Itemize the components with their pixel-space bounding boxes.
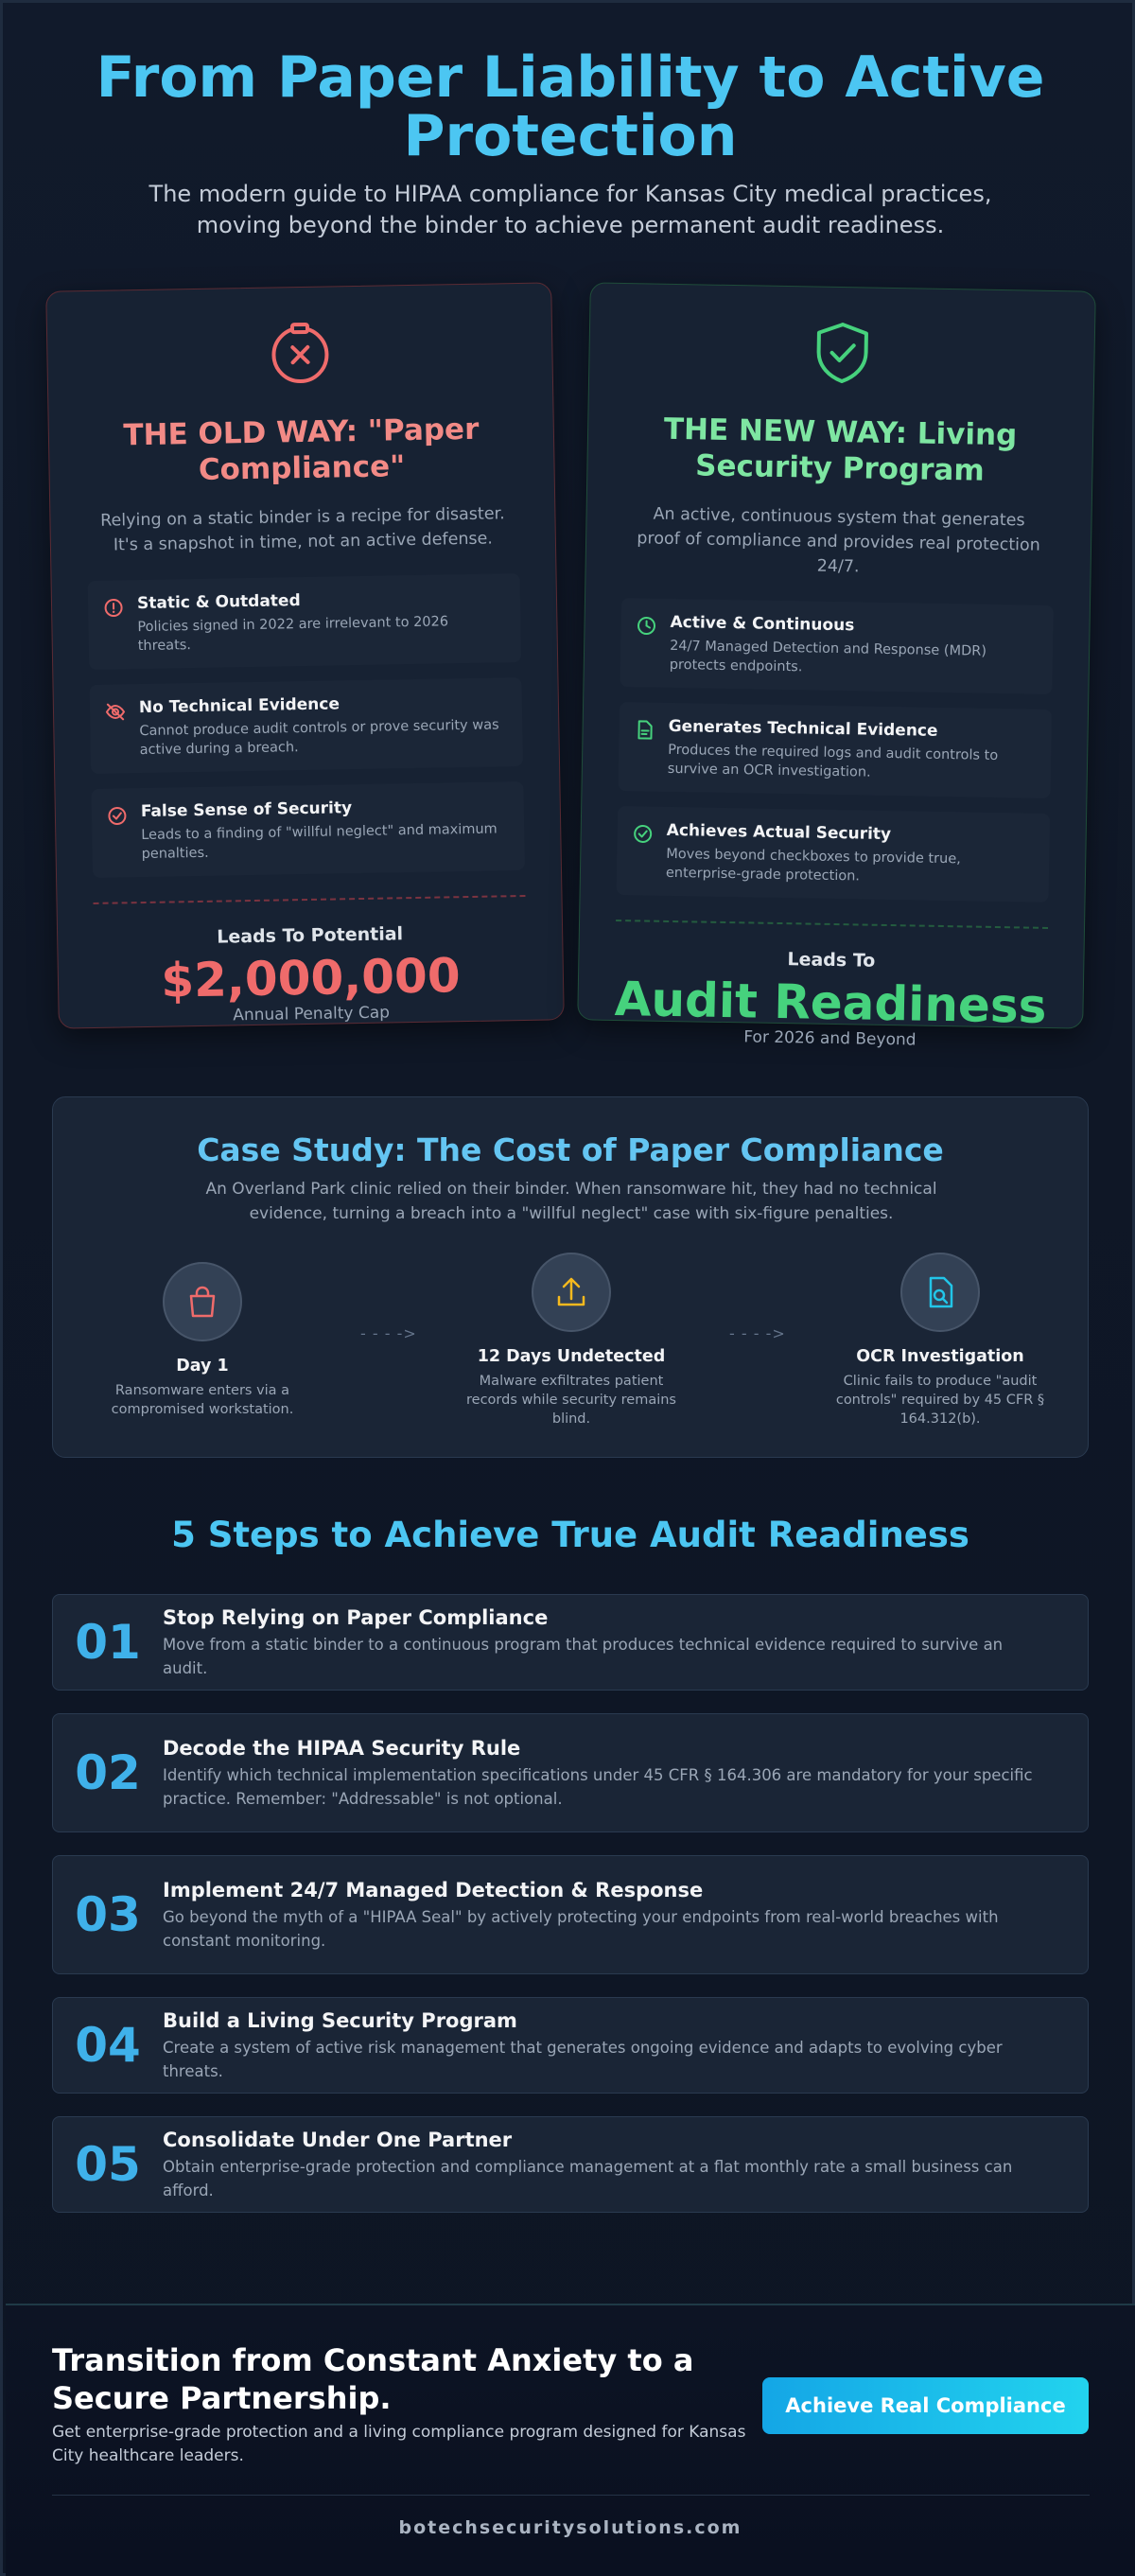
step-description: Identify which technical implementation specifications under 45 CFR § 164.306 are mandatory for your specific practice. Remember: "Addressable" is not optional. [163, 1766, 1033, 1808]
timeline-title: Day 1 [176, 1357, 229, 1376]
feature-description: Cannot produce audit controls or prove security was active during a breach. [139, 717, 499, 759]
footer-website[interactable]: botechsecuritysolutions.com [398, 2517, 742, 2538]
step-number: 01 [75, 1615, 141, 1670]
step-description: Go beyond the myth of a "HIPAA Seal" by actively protecting your endpoints from real-world breaches with constant monitoring. [163, 1908, 999, 1950]
case-study-panel [52, 1096, 1089, 1458]
check-circle-icon [107, 805, 128, 826]
clock-icon [636, 615, 656, 636]
step-title: Build a Living Security Program [163, 2009, 517, 2032]
penalty-caption: Annual Penalty Cap [233, 1003, 391, 1025]
feature-title: False Sense of Security [140, 798, 353, 822]
feature-item [618, 702, 1052, 798]
clipboard-x-icon [266, 319, 333, 386]
cta-description: Get enterprise-grade protection and a living compliance program designed for Kansas City healthcare leaders. [52, 2423, 746, 2465]
steps-heading: 5 Steps to Achieve True Audit Readiness [171, 1515, 969, 1555]
feature-item [620, 598, 1054, 694]
feature-description: Leads to a finding of "willful neglect" and maximum penalties. [141, 821, 498, 863]
step-title: Implement 24/7 Managed Detection & Response [163, 1879, 704, 1901]
leads-label: Leads To Potential [217, 923, 404, 948]
step-title: Decode the HIPAA Security Rule [163, 1737, 521, 1760]
old-way-features [88, 573, 525, 878]
feature-title: No Technical Evidence [138, 694, 340, 718]
old-way-description: Relying on a static binder is a recipe for disaster. It's a snapshot in time, not an active defense. [99, 504, 505, 555]
feature-title: Generates Technical Evidence [668, 716, 938, 741]
timeline-arrow: - - - -> [729, 1324, 786, 1342]
page-subtitle: The modern guide to HIPAA compliance for Kansas City medical practices, moving beyond the binder to achieve permanent audit readiness. [148, 181, 992, 238]
feature-title: Active & Continuous [670, 612, 855, 636]
timeline-description: Ransomware enters via a compromised workstation. [111, 1383, 294, 1417]
card-divider [94, 895, 526, 904]
timeline-arrow: - - - -> [360, 1324, 417, 1342]
feature-description: Moves beyond checkboxes to provide true, enterprise-grade protection. [665, 846, 961, 885]
check-circle-icon [632, 823, 653, 844]
new-way-description: An active, continuous system that generates proof of compliance and provides real protection 24/7. [637, 504, 1040, 577]
feature-title: Achieves Actual Security [666, 820, 892, 845]
penalty-value: $2,000,000 [160, 948, 462, 1008]
feature-title: Static & Outdated [136, 591, 301, 614]
page-title: From Paper Liability to Active Protection [96, 44, 1045, 169]
step-row [52, 1713, 1089, 1832]
step-description: Obtain enterprise-grade protection and compliance management at a flat monthly rate a small business can afford. [163, 2158, 1013, 2199]
outcome-value: Audit Readiness [614, 971, 1047, 1034]
timeline-title: OCR Investigation [856, 1347, 1024, 1366]
timeline-step [827, 1253, 1054, 1428]
old-way-title: THE OLD WAY: "Paper Compliance" [123, 412, 480, 487]
achieve-compliance-button[interactable]: Achieve Real Compliance [762, 2377, 1089, 2434]
step-description: Move from a static binder to a continuous program that produces technical evidence required to survive an audit. [163, 1636, 1004, 1677]
step-row [52, 1855, 1089, 1974]
feature-description: Policies signed in 2022 are irrelevant to 2026 threats. [137, 614, 449, 655]
feature-item [617, 806, 1051, 902]
timeline-description: Malware exfiltrates patient records while security remains blind. [466, 1374, 676, 1427]
footer-cta [6, 2304, 1135, 2576]
step-number: 03 [75, 1887, 141, 1942]
old-way-card [45, 282, 565, 1028]
feature-description: 24/7 Managed Detection and Response (MDR) protects endpoints. [669, 638, 987, 675]
timeline-title: 12 Days Undetected [477, 1347, 666, 1366]
case-study-description: An Overland Park clinic relied on their binder. When ransomware hit, they had no technical evidence, turning a breach into a "willful neglect" case with six-figure penalties. [205, 1180, 937, 1223]
feature-item [90, 677, 524, 774]
timeline-circle [900, 1253, 980, 1332]
upload-icon [553, 1274, 589, 1310]
step-number: 05 [75, 2137, 141, 2192]
case-study-title: Case Study: The Cost of Paper Compliance [197, 1131, 944, 1168]
step-row [52, 1594, 1089, 1691]
new-way-title: THE NEW WAY: Living Security Program [663, 412, 1018, 488]
timeline-step [89, 1262, 316, 1419]
footer-divider [52, 2495, 1090, 2496]
new-way-card [577, 282, 1096, 1050]
leads-label: Leads To [787, 949, 876, 972]
timeline-step [458, 1253, 685, 1428]
step-description: Create a system of active risk management that generates ongoing evidence and adapts to evolving cyber threats. [163, 2039, 1003, 2080]
step-row [52, 2116, 1089, 2213]
timeline-circle [163, 1262, 242, 1341]
step-title: Consolidate Under One Partner [163, 2129, 513, 2151]
new-way-features [617, 598, 1054, 902]
step-title: Stop Relying on Paper Compliance [163, 1606, 549, 1629]
shopping-bag-icon [184, 1284, 220, 1320]
card-divider [616, 920, 1048, 929]
file-search-icon [922, 1274, 958, 1310]
alert-circle-icon [103, 597, 124, 618]
feature-description: Produces the required logs and audit controls to survive an OCR investigation. [667, 742, 999, 780]
feature-item [91, 781, 525, 878]
step-row [52, 1997, 1089, 2094]
step-number: 02 [75, 1745, 141, 1800]
shield-check-icon [808, 319, 875, 386]
eye-off-icon [105, 701, 126, 722]
document-icon [634, 719, 655, 740]
step-number: 04 [75, 2018, 141, 2073]
timeline-circle [532, 1253, 611, 1332]
outcome-caption: For 2026 and Beyond [743, 1027, 917, 1050]
timeline-description: Clinic fails to produce "audit controls" required by 45 CFR § 164.312(b). [835, 1374, 1045, 1427]
feature-item [88, 573, 522, 670]
cta-title: Transition from Constant Anxiety to a Secure Partnership. [52, 2342, 694, 2416]
